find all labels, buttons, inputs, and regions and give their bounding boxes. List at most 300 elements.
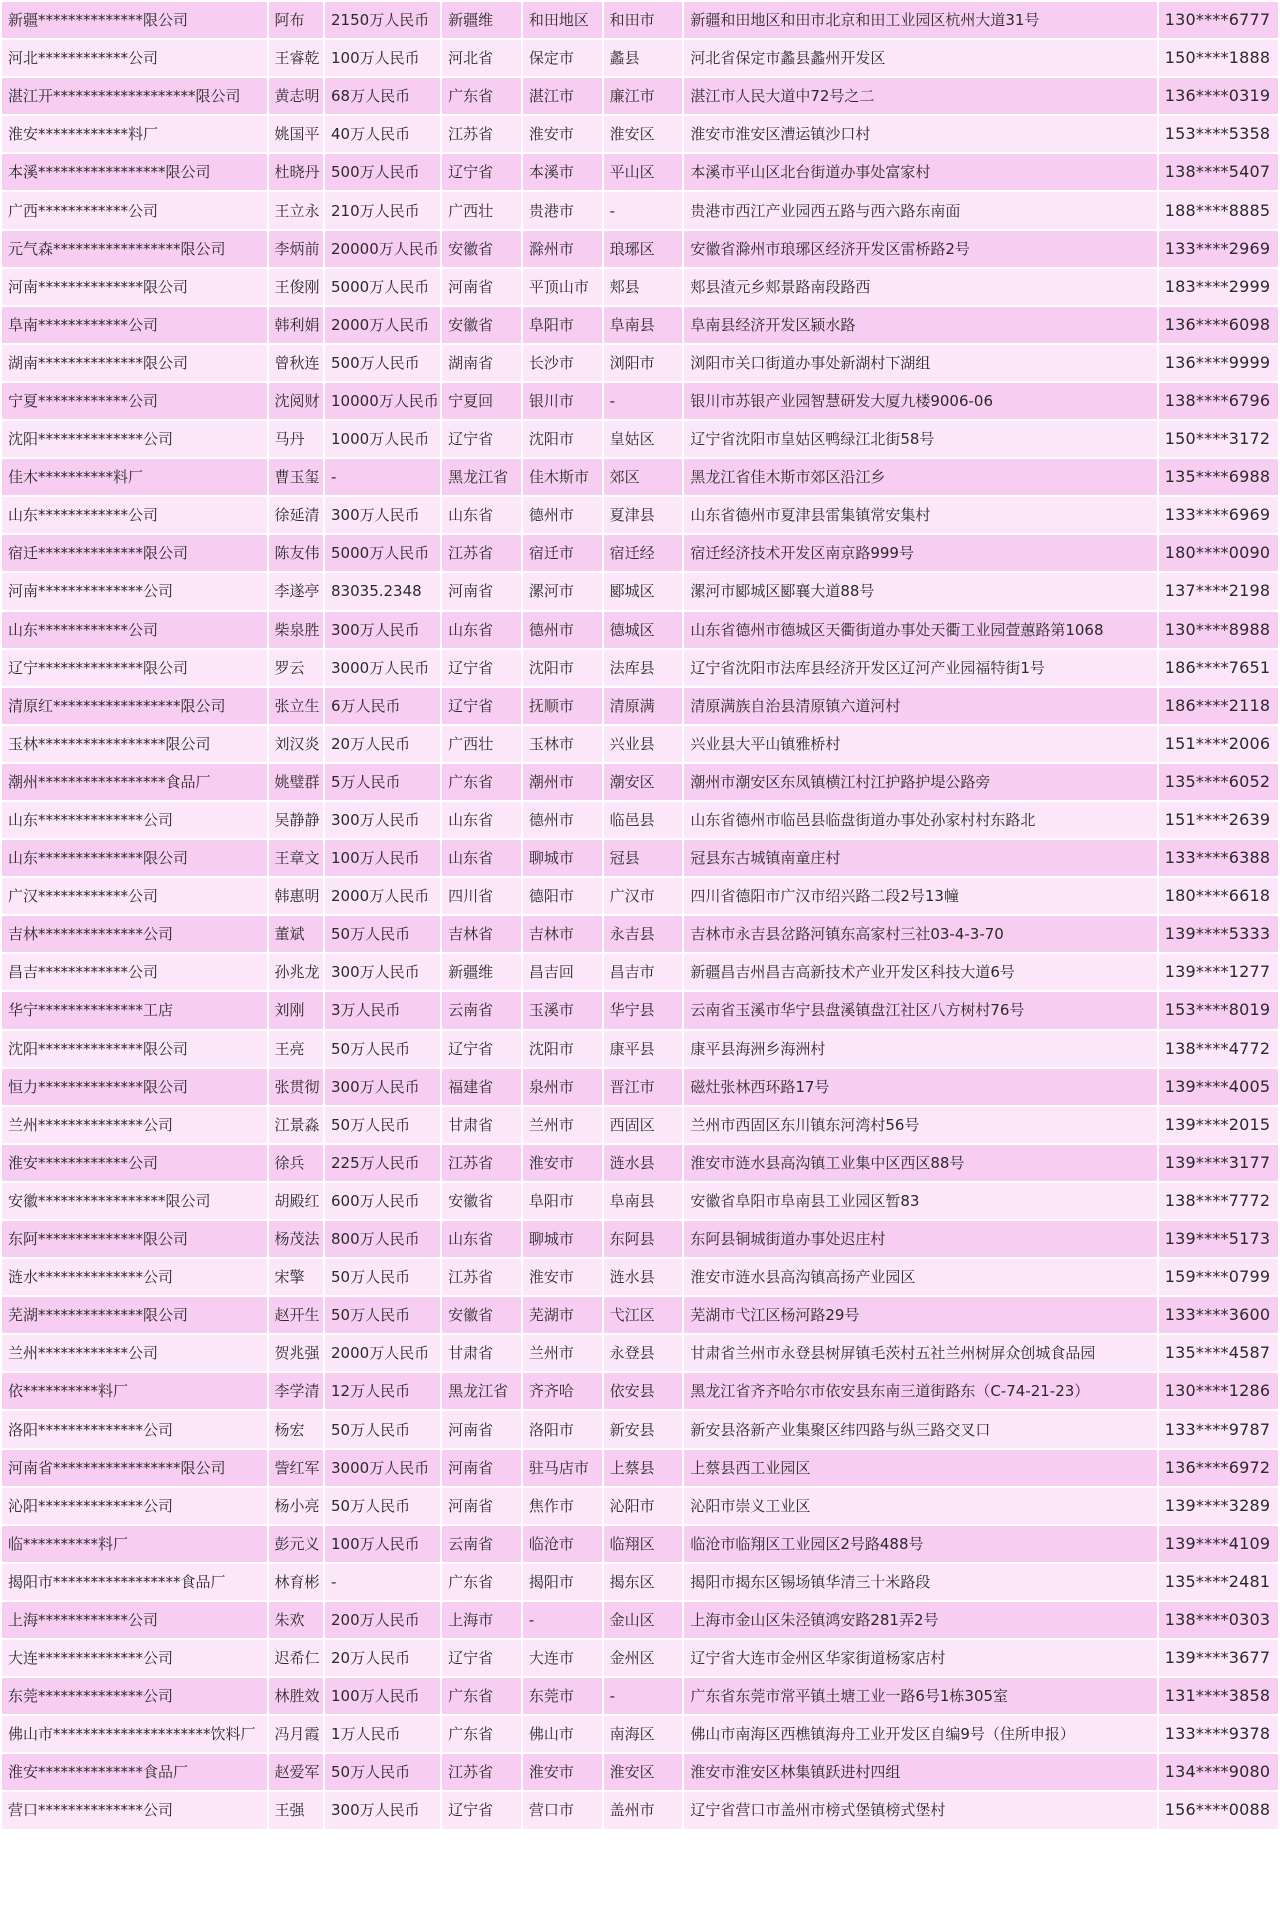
table-row: [2, 1297, 1278, 1333]
contact-name-cell: 王睿乾: [269, 40, 324, 76]
company-name-cell: 潮州*****************食品厂: [2, 764, 267, 800]
province-cell: 安徽省: [442, 1297, 521, 1333]
registered-capital-cell: 100万人民币: [325, 840, 440, 876]
district-cell: 南海区: [604, 1716, 683, 1752]
company-name-cell: 恒力**************限公司: [2, 1069, 267, 1105]
table-row: [2, 1031, 1278, 1067]
city-cell: 和田地区: [523, 2, 602, 38]
company-name-cell: 沈阳**************限公司: [2, 1031, 267, 1067]
contact-name-cell: 彭元义: [269, 1526, 324, 1562]
city-cell: 芜湖市: [523, 1297, 602, 1333]
district-cell: 德城区: [604, 612, 683, 648]
city-cell: 玉林市: [523, 726, 602, 762]
district-cell: 临翔区: [604, 1526, 683, 1562]
phone-cell: 135****6052: [1159, 764, 1278, 800]
contact-name-cell: 沈阅财: [269, 383, 324, 419]
address-cell: 磁灶张林西环路17号: [684, 1069, 1156, 1105]
address-cell: 山东省德州市夏津县雷集镇常安集村: [684, 497, 1156, 533]
phone-cell: 137****2198: [1159, 573, 1278, 609]
province-cell: 山东省: [442, 802, 521, 838]
address-cell: 上蔡县西工业园区: [684, 1450, 1156, 1486]
phone-cell: 136****0319: [1159, 78, 1278, 114]
city-cell: 焦作市: [523, 1488, 602, 1524]
table-row: [2, 992, 1278, 1028]
company-name-cell: 兰州**************公司: [2, 1107, 267, 1143]
address-cell: 揭阳市揭东区锡场镇华清三十米路段: [684, 1564, 1156, 1600]
city-cell: 沈阳市: [523, 1031, 602, 1067]
province-cell: 广东省: [442, 1564, 521, 1600]
province-cell: 吉林省: [442, 916, 521, 952]
address-cell: 辽宁省大连市金州区华家街道杨家店村: [684, 1640, 1156, 1676]
phone-cell: 139****2015: [1159, 1107, 1278, 1143]
phone-cell: 153****5358: [1159, 116, 1278, 152]
registered-capital-cell: 210万人民币: [325, 192, 440, 228]
phone-cell: 186****2118: [1159, 688, 1278, 724]
city-cell: 潮州市: [523, 764, 602, 800]
phone-cell: 153****8019: [1159, 992, 1278, 1028]
province-cell: 黑龙江省: [442, 459, 521, 495]
phone-cell: 139****5333: [1159, 916, 1278, 952]
company-name-cell: 临**********料厂: [2, 1526, 267, 1562]
city-cell: 聊城市: [523, 840, 602, 876]
address-cell: 辽宁省沈阳市法库县经济开发区辽河产业园福特街1号: [684, 650, 1156, 686]
address-cell: 沁阳市崇义工业区: [684, 1488, 1156, 1524]
company-name-cell: 河北************公司: [2, 40, 267, 76]
company-name-cell: 东莞**************公司: [2, 1678, 267, 1714]
table-row: [2, 459, 1278, 495]
phone-cell: 136****6098: [1159, 307, 1278, 343]
contact-name-cell: 王立永: [269, 192, 324, 228]
district-cell: 晋江市: [604, 1069, 683, 1105]
city-cell: 阜阳市: [523, 1183, 602, 1219]
district-cell: 东阿县: [604, 1221, 683, 1257]
address-cell: 辽宁省沈阳市皇姑区鸭绿江北街58号: [684, 421, 1156, 457]
district-cell: 冠县: [604, 840, 683, 876]
company-name-cell: 涟水**************公司: [2, 1259, 267, 1295]
contact-name-cell: 迟希仁: [269, 1640, 324, 1676]
table-row: [2, 154, 1278, 190]
contact-name-cell: 杨茂法: [269, 1221, 324, 1257]
company-name-cell: 清原红*****************限公司: [2, 688, 267, 724]
address-cell: 兴业县大平山镇雅桥村: [684, 726, 1156, 762]
address-cell: 本溪市平山区北台街道办事处富家村: [684, 154, 1156, 190]
city-cell: 大连市: [523, 1640, 602, 1676]
contact-name-cell: 柴泉胜: [269, 612, 324, 648]
address-cell: 安徽省阜阳市阜南县工业园区暂83: [684, 1183, 1156, 1219]
company-name-cell: 兰州************公司: [2, 1335, 267, 1371]
phone-cell: 139****3177: [1159, 1145, 1278, 1181]
contact-name-cell: 孙兆龙: [269, 954, 324, 990]
contact-name-cell: 姚璧群: [269, 764, 324, 800]
table-row: [2, 78, 1278, 114]
city-cell: 兰州市: [523, 1335, 602, 1371]
registered-capital-cell: 3000万人民币: [325, 650, 440, 686]
province-cell: 辽宁省: [442, 1640, 521, 1676]
registered-capital-cell: 5000万人民币: [325, 535, 440, 571]
phone-cell: 136****6972: [1159, 1450, 1278, 1486]
table-row: [2, 1754, 1278, 1790]
city-cell: 佛山市: [523, 1716, 602, 1752]
address-cell: 云南省玉溪市华宁县盘溪镇盘江社区八方树村76号: [684, 992, 1156, 1028]
company-name-cell: 佛山市*********************饮料厂: [2, 1716, 267, 1752]
district-cell: 淮安区: [604, 1754, 683, 1790]
province-cell: 广西壮: [442, 726, 521, 762]
address-cell: 佛山市南海区西樵镇海舟工业开发区自编9号（住所申报）: [684, 1716, 1156, 1752]
address-cell: 阜南县经济开发区颍水路: [684, 307, 1156, 343]
phone-cell: 133****9787: [1159, 1411, 1278, 1447]
province-cell: 江苏省: [442, 1259, 521, 1295]
province-cell: 安徽省: [442, 1183, 521, 1219]
city-cell: 洛阳市: [523, 1411, 602, 1447]
city-cell: 淮安市: [523, 1259, 602, 1295]
company-name-cell: 安徽*****************限公司: [2, 1183, 267, 1219]
phone-cell: 180****0090: [1159, 535, 1278, 571]
district-cell: 新安县: [604, 1411, 683, 1447]
district-cell: 兴业县: [604, 726, 683, 762]
city-cell: 湛江市: [523, 78, 602, 114]
address-cell: 吉林市永吉县岔路河镇东高家村三社03-4-3-70: [684, 916, 1156, 952]
phone-cell: 151****2639: [1159, 802, 1278, 838]
city-cell: 滁州市: [523, 231, 602, 267]
address-cell: 上海市金山区朱泾镇鸿安路281弄2号: [684, 1602, 1156, 1638]
district-cell: 郏县: [604, 269, 683, 305]
contact-name-cell: 曾秋连: [269, 345, 324, 381]
province-cell: 云南省: [442, 992, 521, 1028]
table-row: [2, 1221, 1278, 1257]
city-cell: 德州市: [523, 497, 602, 533]
district-cell: 阜南县: [604, 1183, 683, 1219]
address-cell: 辽宁省营口市盖州市榜式堡镇榜式堡村: [684, 1792, 1156, 1828]
city-cell: -: [523, 1602, 602, 1638]
phone-cell: 130****8988: [1159, 612, 1278, 648]
contact-name-cell: 张立生: [269, 688, 324, 724]
city-cell: 德州市: [523, 612, 602, 648]
phone-cell: 133****6388: [1159, 840, 1278, 876]
table-row: [2, 116, 1278, 152]
city-cell: 淮安市: [523, 1145, 602, 1181]
company-name-cell: 淮安************公司: [2, 1145, 267, 1181]
phone-cell: 183****2999: [1159, 269, 1278, 305]
district-cell: 金州区: [604, 1640, 683, 1676]
registered-capital-cell: 2000万人民币: [325, 1335, 440, 1371]
province-cell: 河南省: [442, 1411, 521, 1447]
district-cell: 淮安区: [604, 116, 683, 152]
contact-name-cell: 董斌: [269, 916, 324, 952]
address-cell: 四川省德阳市广汉市绍兴路二段2号13幢: [684, 878, 1156, 914]
address-cell: 新疆和田地区和田市北京和田工业园区杭州大道31号: [684, 2, 1156, 38]
registered-capital-cell: 3万人民币: [325, 992, 440, 1028]
registered-capital-cell: 40万人民币: [325, 116, 440, 152]
company-name-cell: 山东**************限公司: [2, 840, 267, 876]
registered-capital-cell: -: [325, 1564, 440, 1600]
phone-cell: 150****3172: [1159, 421, 1278, 457]
table-row: [2, 1640, 1278, 1676]
table-row: [2, 1411, 1278, 1447]
address-cell: 银川市苏银产业园智慧研发大厦九楼9006-06: [684, 383, 1156, 419]
phone-cell: 135****6988: [1159, 459, 1278, 495]
registered-capital-cell: 100万人民币: [325, 1678, 440, 1714]
province-cell: 江苏省: [442, 1145, 521, 1181]
district-cell: 和田市: [604, 2, 683, 38]
registered-capital-cell: -: [325, 459, 440, 495]
company-name-cell: 淮安**************食品厂: [2, 1754, 267, 1790]
city-cell: 吉林市: [523, 916, 602, 952]
phone-cell: 139****5173: [1159, 1221, 1278, 1257]
province-cell: 山东省: [442, 497, 521, 533]
registered-capital-cell: 20万人民币: [325, 726, 440, 762]
province-cell: 广西壮: [442, 192, 521, 228]
city-cell: 兰州市: [523, 1107, 602, 1143]
district-cell: 夏津县: [604, 497, 683, 533]
company-name-cell: 大连**************公司: [2, 1640, 267, 1676]
city-cell: 长沙市: [523, 345, 602, 381]
contact-name-cell: 马丹: [269, 421, 324, 457]
district-cell: -: [604, 383, 683, 419]
company-name-cell: 河南**************限公司: [2, 269, 267, 305]
phone-cell: 186****7651: [1159, 650, 1278, 686]
table-row: [2, 345, 1278, 381]
address-cell: 郏县渣元乡郏景路南段路西: [684, 269, 1156, 305]
registered-capital-cell: 83035.2348: [325, 573, 440, 609]
district-cell: 广汉市: [604, 878, 683, 914]
phone-cell: 136****9999: [1159, 345, 1278, 381]
company-name-cell: 元气森*****************限公司: [2, 231, 267, 267]
registered-capital-cell: 1000万人民币: [325, 421, 440, 457]
province-cell: 安徽省: [442, 231, 521, 267]
province-cell: 宁夏回: [442, 383, 521, 419]
district-cell: 永登县: [604, 1335, 683, 1371]
company-name-cell: 揭阳市*****************食品厂: [2, 1564, 267, 1600]
registered-capital-cell: 50万人民币: [325, 1297, 440, 1333]
phone-cell: 131****3858: [1159, 1678, 1278, 1714]
company-name-cell: 河南**************公司: [2, 573, 267, 609]
phone-cell: 130****1286: [1159, 1373, 1278, 1409]
registered-capital-cell: 300万人民币: [325, 1069, 440, 1105]
phone-cell: 135****2481: [1159, 1564, 1278, 1600]
city-cell: 银川市: [523, 383, 602, 419]
contact-name-cell: 贺兆强: [269, 1335, 324, 1371]
phone-cell: 151****2006: [1159, 726, 1278, 762]
company-name-cell: 宁夏************公司: [2, 383, 267, 419]
registered-capital-cell: 100万人民币: [325, 1526, 440, 1562]
district-cell: 康平县: [604, 1031, 683, 1067]
phone-cell: 139****3677: [1159, 1640, 1278, 1676]
city-cell: 沈阳市: [523, 650, 602, 686]
company-name-cell: 华宁**************工店: [2, 992, 267, 1028]
registered-capital-cell: 6万人民币: [325, 688, 440, 724]
city-cell: 泉州市: [523, 1069, 602, 1105]
address-cell: 漯河市郾城区郾襄大道88号: [684, 573, 1156, 609]
table-row: [2, 269, 1278, 305]
city-cell: 沈阳市: [523, 421, 602, 457]
province-cell: 广东省: [442, 764, 521, 800]
company-name-cell: 沁阳**************公司: [2, 1488, 267, 1524]
phone-cell: 156****0088: [1159, 1792, 1278, 1828]
city-cell: 德阳市: [523, 878, 602, 914]
contact-name-cell: 刘汉炎: [269, 726, 324, 762]
phone-cell: 138****6796: [1159, 383, 1278, 419]
table-row: [2, 650, 1278, 686]
company-name-cell: 山东************公司: [2, 497, 267, 533]
contact-name-cell: 韩惠明: [269, 878, 324, 914]
contact-name-cell: 陈友伟: [269, 535, 324, 571]
registered-capital-cell: 225万人民币: [325, 1145, 440, 1181]
contact-name-cell: 徐兵: [269, 1145, 324, 1181]
company-name-cell: 淮安************料厂: [2, 116, 267, 152]
address-cell: 山东省德州市德城区天衢街道办事处天衢工业园萱蕙路第1068: [684, 612, 1156, 648]
table-row: [2, 1259, 1278, 1295]
district-cell: 永吉县: [604, 916, 683, 952]
contact-name-cell: 黄志明: [269, 78, 324, 114]
table-row: [2, 1373, 1278, 1409]
province-cell: 河南省: [442, 269, 521, 305]
company-name-cell: 本溪*****************限公司: [2, 154, 267, 190]
company-name-cell: 洛阳**************公司: [2, 1411, 267, 1447]
city-cell: 聊城市: [523, 1221, 602, 1257]
phone-cell: 133****2969: [1159, 231, 1278, 267]
registered-capital-cell: 10000万人民币: [325, 383, 440, 419]
district-cell: 郊区: [604, 459, 683, 495]
province-cell: 山东省: [442, 840, 521, 876]
table-row: [2, 1107, 1278, 1143]
table-row: [2, 1450, 1278, 1486]
company-name-cell: 芜湖**************限公司: [2, 1297, 267, 1333]
table-row: [2, 497, 1278, 533]
province-cell: 江苏省: [442, 1754, 521, 1790]
province-cell: 云南省: [442, 1526, 521, 1562]
table-row: [2, 1678, 1278, 1714]
address-cell: 山东省德州市临邑县临盘街道办事处孙家村村东路北: [684, 802, 1156, 838]
contact-name-cell: 杨小亮: [269, 1488, 324, 1524]
contact-name-cell: 李炳前: [269, 231, 324, 267]
contact-name-cell: 林胜效: [269, 1678, 324, 1714]
city-cell: 保定市: [523, 40, 602, 76]
district-cell: 西固区: [604, 1107, 683, 1143]
contact-name-cell: 林育彬: [269, 1564, 324, 1600]
company-name-cell: 昌吉************公司: [2, 954, 267, 990]
address-cell: 甘肃省兰州市永登县树屏镇毛茨村五社兰州树屏众创城食品园: [684, 1335, 1156, 1371]
registered-capital-cell: 3000万人民币: [325, 1450, 440, 1486]
company-name-cell: 依**********料厂: [2, 1373, 267, 1409]
contact-name-cell: 王章文: [269, 840, 324, 876]
province-cell: 安徽省: [442, 307, 521, 343]
company-name-cell: 湛江开*******************限公司: [2, 78, 267, 114]
address-cell: 芜湖市弋江区杨河路29号: [684, 1297, 1156, 1333]
contact-name-cell: 朱欢: [269, 1602, 324, 1638]
district-cell: 清原满: [604, 688, 683, 724]
address-cell: 广东省东莞市常平镇土塘工业一路6号1栋305室: [684, 1678, 1156, 1714]
registered-capital-cell: 20万人民币: [325, 1640, 440, 1676]
province-cell: 广东省: [442, 1678, 521, 1714]
district-cell: 阜南县: [604, 307, 683, 343]
table-row: [2, 40, 1278, 76]
table-row: [2, 1335, 1278, 1371]
address-cell: 新疆昌吉州昌吉高新技术产业开发区科技大道6号: [684, 954, 1156, 990]
table-row: [2, 878, 1278, 914]
city-cell: 昌吉回: [523, 954, 602, 990]
phone-cell: 133****6969: [1159, 497, 1278, 533]
registered-capital-cell: 300万人民币: [325, 954, 440, 990]
address-cell: 贵港市西江产业园西五路与西六路东南面: [684, 192, 1156, 228]
contact-name-cell: 宋擎: [269, 1259, 324, 1295]
city-cell: 营口市: [523, 1792, 602, 1828]
city-cell: 玉溪市: [523, 992, 602, 1028]
table-row: [2, 1716, 1278, 1752]
phone-cell: 138****4772: [1159, 1031, 1278, 1067]
city-cell: 宿迁市: [523, 535, 602, 571]
registered-capital-cell: 200万人民币: [325, 1602, 440, 1638]
address-cell: 河北省保定市蠡县蠡州开发区: [684, 40, 1156, 76]
address-cell: 康平县海洲乡海洲村: [684, 1031, 1156, 1067]
city-cell: 揭阳市: [523, 1564, 602, 1600]
contact-name-cell: 杨宏: [269, 1411, 324, 1447]
province-cell: 上海市: [442, 1602, 521, 1638]
province-cell: 辽宁省: [442, 1031, 521, 1067]
phone-cell: 138****0303: [1159, 1602, 1278, 1638]
registered-capital-cell: 1万人民币: [325, 1716, 440, 1752]
table-row: [2, 1526, 1278, 1562]
address-cell: 新安县洛新产业集聚区纬四路与纵三路交叉口: [684, 1411, 1156, 1447]
district-cell: 平山区: [604, 154, 683, 190]
district-cell: 金山区: [604, 1602, 683, 1638]
company-name-cell: 河南省*****************限公司: [2, 1450, 267, 1486]
company-name-cell: 广汉************公司: [2, 878, 267, 914]
province-cell: 山东省: [442, 1221, 521, 1257]
company-name-cell: 上海************公司: [2, 1602, 267, 1638]
registered-capital-cell: 50万人民币: [325, 1488, 440, 1524]
company-name-cell: 新疆**************限公司: [2, 2, 267, 38]
district-cell: -: [604, 1678, 683, 1714]
district-cell: 廉江市: [604, 78, 683, 114]
city-cell: 淮安市: [523, 116, 602, 152]
company-name-cell: 佳木**********料厂: [2, 459, 267, 495]
address-cell: 清原满族自治县清原镇六道河村: [684, 688, 1156, 724]
city-cell: 东莞市: [523, 1678, 602, 1714]
contact-name-cell: 王俊刚: [269, 269, 324, 305]
contact-name-cell: 赵开生: [269, 1297, 324, 1333]
table-row: [2, 840, 1278, 876]
table-row: [2, 1792, 1278, 1828]
table-row: [2, 802, 1278, 838]
district-cell: 上蔡县: [604, 1450, 683, 1486]
registered-capital-cell: 2000万人民币: [325, 878, 440, 914]
province-cell: 新疆维: [442, 954, 521, 990]
contact-name-cell: 韩利娟: [269, 307, 324, 343]
table-row: [2, 535, 1278, 571]
province-cell: 辽宁省: [442, 650, 521, 686]
district-cell: 临邑县: [604, 802, 683, 838]
table-row: [2, 1488, 1278, 1524]
address-cell: 淮安市淮安区漕运镇沙口村: [684, 116, 1156, 152]
table-row: [2, 231, 1278, 267]
table-row: [2, 612, 1278, 648]
city-cell: 齐齐哈: [523, 1373, 602, 1409]
phone-cell: 139****4005: [1159, 1069, 1278, 1105]
province-cell: 新疆维: [442, 2, 521, 38]
district-cell: 琅琊区: [604, 231, 683, 267]
province-cell: 湖南省: [442, 345, 521, 381]
district-cell: 皇姑区: [604, 421, 683, 457]
province-cell: 河南省: [442, 1450, 521, 1486]
address-cell: 淮安市淮安区林集镇跃进村四组: [684, 1754, 1156, 1790]
registered-capital-cell: 50万人民币: [325, 1754, 440, 1790]
contact-name-cell: 王强: [269, 1792, 324, 1828]
table-row: [2, 688, 1278, 724]
province-cell: 江苏省: [442, 535, 521, 571]
company-name-cell: 宿迁**************限公司: [2, 535, 267, 571]
province-cell: 四川省: [442, 878, 521, 914]
table-row: [2, 916, 1278, 952]
